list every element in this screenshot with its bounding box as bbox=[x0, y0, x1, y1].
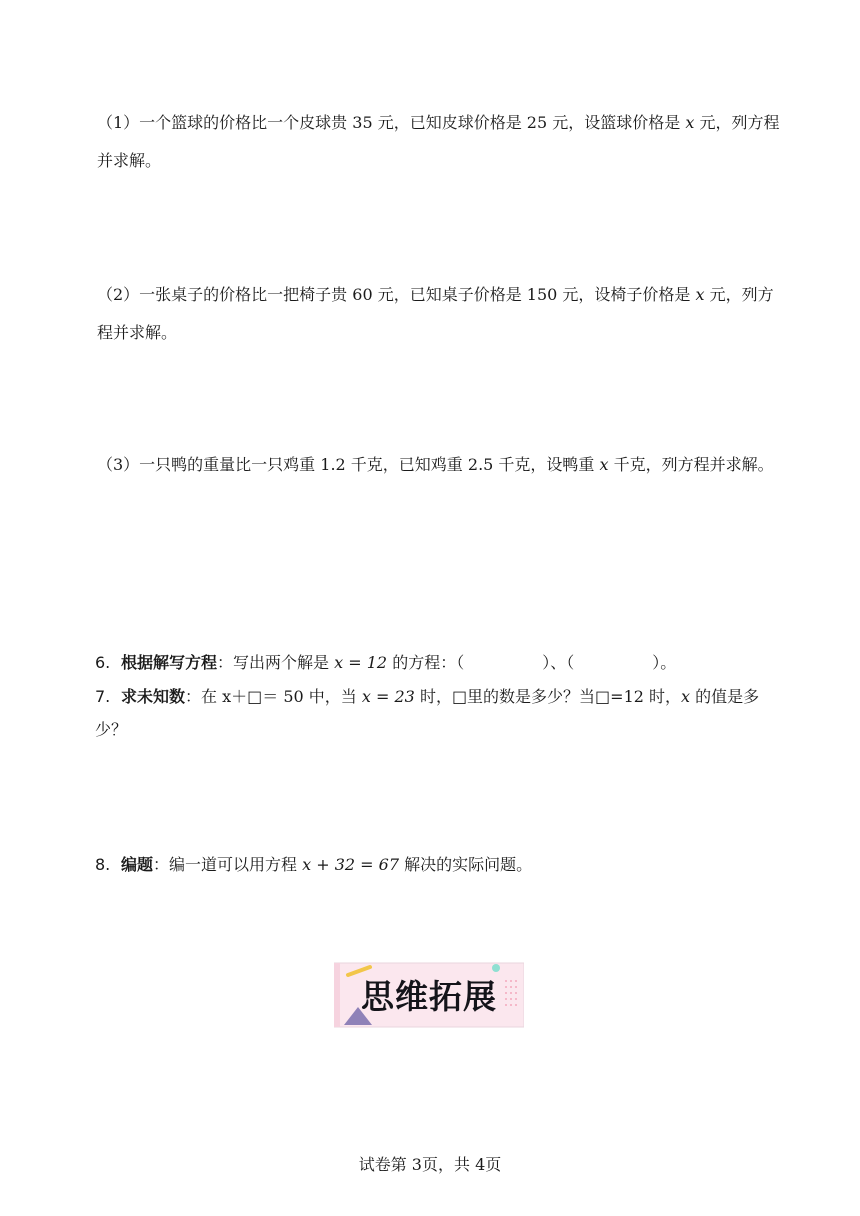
question-number: 8. bbox=[95, 855, 111, 874]
page-footer: 试卷第 3页，共 4页 bbox=[358, 1155, 502, 1174]
mint-dot-decoration bbox=[492, 964, 500, 972]
banner-edge bbox=[334, 963, 340, 1027]
question-title: 求未知数 bbox=[121, 687, 186, 706]
banner-graphic bbox=[334, 961, 524, 1029]
question-number: 7. bbox=[95, 687, 111, 706]
variable-x: x bbox=[681, 687, 691, 706]
question-title: 根据解写方程 bbox=[121, 653, 218, 672]
question-title: 编题 bbox=[121, 855, 154, 874]
question-1-2: （2）一张桌子的价格比一把椅子贵 60 元，已知桌子价格是 150 元，设椅子价格是 x 元，列方程并求解。 bbox=[97, 285, 774, 342]
question-6: 6. 根据解写方程：写出两个解是 x = 12 的方程：（ ）、（ ）。 bbox=[95, 646, 785, 679]
question-number: 6. bbox=[95, 653, 111, 672]
math-expression: x = 12 bbox=[334, 653, 388, 672]
question-8: 8. 编题：编一道可以用方程 x + 32 = 67 解决的实际问题。 bbox=[95, 848, 785, 881]
question-1-1: （1）一个篮球的价格比一个皮球贵 35 元，已知皮球价格是 25 元，设篮球价格是 x 元，列方程并求解。 bbox=[97, 113, 780, 170]
thinking-extension-banner bbox=[334, 961, 524, 1029]
variable-x: x bbox=[599, 455, 609, 474]
variable-x: x bbox=[685, 113, 695, 132]
math-expression: x = 23 bbox=[361, 687, 415, 706]
banner-title: 思维拓展 bbox=[361, 977, 497, 1016]
question-7: 7. 求未知数：在 x＋□＝ 50 中，当 x = 23 时，□里的数是多少？当□=12 时，x 的值是多少？ bbox=[95, 680, 785, 746]
variable-x: x bbox=[695, 285, 705, 304]
question-1-3: （3）一只鸭的重量比一只鸡重 1.2 千克，已知鸡重 2.5 千克，设鸭重 x 千克，列方程并求解。 bbox=[97, 455, 774, 474]
math-expression: x + 32 = 67 bbox=[302, 855, 400, 874]
